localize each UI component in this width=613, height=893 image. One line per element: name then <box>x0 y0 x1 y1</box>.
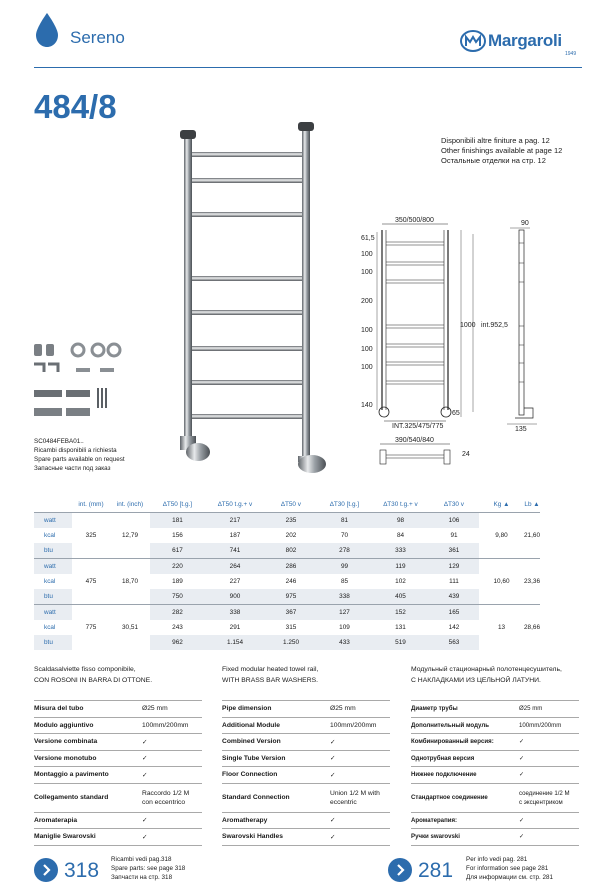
dim-spacing-5: 100 <box>361 346 373 353</box>
checkmark-icon: ✓ <box>330 734 390 751</box>
unit-watt: watt <box>34 513 72 529</box>
table-cell: 278 <box>317 543 372 559</box>
col-t50-v: ∆T50 v <box>281 501 301 508</box>
table-cell: 802 <box>265 543 317 559</box>
table-row <box>34 605 540 621</box>
unit-kcal: kcal <box>44 532 56 539</box>
cell-kg: 13 <box>479 605 524 651</box>
feature-row <box>34 767 202 784</box>
unit-kcal: kcal <box>44 578 56 585</box>
table-cell: 152 <box>372 605 429 621</box>
checkmark-icon: ✓ <box>519 812 579 829</box>
water-drop-icon <box>34 12 60 48</box>
cell-lb: 23,36 <box>524 559 540 605</box>
table-cell: 315 <box>285 624 297 631</box>
table-cell: 433 <box>317 635 372 650</box>
feature-row <box>222 767 390 784</box>
cell-int-mm: 775 <box>72 605 110 651</box>
header-divider <box>34 67 582 68</box>
table-cell: 109 <box>339 624 350 631</box>
cell-lb: 28,66 <box>524 605 540 651</box>
table-cell: 220 <box>150 559 205 575</box>
feature-value: Raccordo 1/2 M con eccentrico <box>142 783 202 812</box>
finishes-note-ru: Остальные отделки на стр. 12 <box>441 156 546 165</box>
table-cell: 361 <box>429 543 479 559</box>
unit-kcal: kcal <box>44 624 56 631</box>
checkmark-icon: ✓ <box>142 767 202 784</box>
spec-header-unit <box>34 497 72 513</box>
finishes-note <box>441 136 562 166</box>
feature-key: Floor Connection <box>222 767 330 784</box>
footer-left-ru: Запчасти на стр. 318 <box>111 874 173 881</box>
checkmark-icon: ✓ <box>142 829 202 846</box>
feature-row <box>34 717 202 734</box>
table-row <box>34 559 540 575</box>
table-cell: 202 <box>285 532 297 539</box>
checkmark-icon: ✓ <box>330 750 390 767</box>
table-cell: 439 <box>429 589 479 605</box>
description-ru-line1: Модульный стационарный полотенцесушитель, <box>411 666 562 673</box>
feature-row <box>411 734 579 751</box>
unit-watt: watt <box>34 605 72 621</box>
spare-parts-photo <box>30 338 122 428</box>
col-kg <box>479 497 524 513</box>
page-link-left-number[interactable]: 318 <box>64 859 100 882</box>
feature-row <box>222 717 390 734</box>
dim-base-width: 390/540/840 <box>395 437 434 444</box>
feature-key: Combined Version <box>222 734 330 751</box>
description-it-line1: Scaldasalviette fisso componibile, <box>34 666 136 673</box>
feature-key: Single Tube Version <box>222 750 330 767</box>
feature-row <box>222 829 390 846</box>
col-t30-v: ∆T30 v <box>444 501 464 508</box>
table-row <box>34 513 540 529</box>
table-cell: 246 <box>285 578 297 585</box>
page-link-right-number[interactable]: 281 <box>418 859 454 882</box>
unit-btu: btu <box>34 543 72 559</box>
table-cell: 98 <box>372 513 429 529</box>
dim-spacing-7: 140 <box>361 402 373 409</box>
feature-value: 100mm/200mm <box>519 717 579 734</box>
feature-key: Additional Module <box>222 717 330 734</box>
col-t30-tgv: ∆T30 t.g.+ v <box>383 501 418 508</box>
feature-key: Versione monotubo <box>34 750 142 767</box>
dim-depth-bottom: 135 <box>515 426 527 433</box>
table-cell: 102 <box>395 578 406 585</box>
product-photo <box>170 118 340 478</box>
table-cell: 84 <box>396 532 405 539</box>
feature-row <box>411 717 579 734</box>
feature-key: Swarovski Handles <box>222 829 330 846</box>
table-cell: 181 <box>150 513 205 529</box>
description-en <box>222 664 318 686</box>
table-cell: 227 <box>229 578 241 585</box>
table-cell: 291 <box>229 624 241 631</box>
table-cell: 741 <box>205 543 265 559</box>
dim-top-width-label: 350/500/800 <box>395 217 434 224</box>
description-ru-line2: С НАКЛАДКАМИ ИЗ ЦЕЛЬНОЙ ЛАТУНИ. <box>411 677 541 684</box>
spare-parts-it: Ricambi disponibili a richiesta <box>34 447 117 454</box>
description-it-line2: CON ROSONI IN BARRA DI OTTONE. <box>34 677 153 684</box>
feature-value: Union 1/2 M with eccentric <box>330 783 390 812</box>
table-cell: 235 <box>265 513 317 529</box>
table-cell: 187 <box>229 532 241 539</box>
table-cell: 975 <box>265 589 317 605</box>
footer-right-en: For information see page 281 <box>466 865 549 872</box>
feature-row <box>411 812 579 829</box>
unit-watt: watt <box>34 559 72 575</box>
table-cell: 189 <box>172 578 183 585</box>
feature-row <box>34 701 202 718</box>
cell-int-inch: 18,70 <box>110 559 150 605</box>
table-cell: 1.154 <box>205 635 265 650</box>
table-cell: 129 <box>429 559 479 575</box>
footer-left-it: Ricambi vedi pag.318 <box>111 856 172 863</box>
feature-key: Aromatherapy <box>222 812 330 829</box>
feature-row <box>34 829 202 846</box>
checkmark-icon: ✓ <box>142 734 202 751</box>
cell-kg: 9,80 <box>479 513 524 559</box>
table-cell: 405 <box>372 589 429 605</box>
checkmark-icon: ✓ <box>330 829 390 846</box>
table-cell: 617 <box>150 543 205 559</box>
technical-drawing <box>355 212 555 477</box>
brand-year: 1949 <box>565 51 577 57</box>
feature-key: Стандартное соединение <box>411 783 519 812</box>
feature-row <box>222 812 390 829</box>
table-cell: 99 <box>317 559 372 575</box>
dim-spacing-6: 100 <box>361 364 373 371</box>
cell-kg: 10,60 <box>479 559 524 605</box>
spare-parts-note <box>34 437 125 473</box>
feature-value: Ø25 mm <box>142 701 202 718</box>
feature-key: Aromaterapia <box>34 812 142 829</box>
weight-icon: ▲ <box>533 501 540 508</box>
feature-row <box>411 829 579 846</box>
feature-key: Однотрубная версия <box>411 750 519 767</box>
features-table-it <box>34 700 202 846</box>
checkmark-icon: ✓ <box>330 812 390 829</box>
table-cell: 338 <box>205 605 265 621</box>
features-table-ru <box>411 700 579 846</box>
table-cell: 962 <box>150 635 205 650</box>
feature-row <box>34 812 202 829</box>
table-cell: 106 <box>429 513 479 529</box>
feature-value: Ø25 mm <box>519 701 579 718</box>
table-cell: 519 <box>372 635 429 650</box>
feature-row <box>411 750 579 767</box>
checkmark-icon: ✓ <box>330 767 390 784</box>
dim-int-width: INT.325/475/775 <box>392 423 444 430</box>
col-kg-label: Kg <box>493 501 502 508</box>
cell-int-inch: 12,79 <box>110 513 150 559</box>
spare-parts-code: SC0484FEBA01.. <box>34 438 84 445</box>
spare-parts-en: Spare parts available on request <box>34 456 125 463</box>
unit-btu: btu <box>34 635 72 650</box>
feature-value: Ø25 mm <box>330 701 390 718</box>
feature-key: Ручки swarovski <box>411 829 519 846</box>
dim-top-offset: 61,5 <box>361 235 375 242</box>
dim-height: 1000 <box>460 322 476 329</box>
spare-parts-ru: Запасные части под заказ <box>34 465 111 472</box>
brand-logo-icon <box>460 30 486 52</box>
table-cell: 119 <box>372 559 429 575</box>
page-link-left-button[interactable] <box>34 858 58 882</box>
dim-valve: 65 <box>452 410 460 417</box>
feature-key: Standard Connection <box>222 783 330 812</box>
feature-row <box>411 767 579 784</box>
description-en-line1: Fixed modular heated towel rail, <box>222 666 319 673</box>
feature-key: Collegamento standard <box>34 783 142 812</box>
table-cell: 264 <box>205 559 265 575</box>
weight-icon: ▲ <box>503 501 510 508</box>
feature-row <box>222 734 390 751</box>
description-ru <box>411 664 562 686</box>
table-cell: 85 <box>340 578 349 585</box>
feature-row <box>34 750 202 767</box>
col-int-mm: int. (mm) <box>78 501 104 508</box>
description-it <box>34 664 152 686</box>
feature-key: Нижнее подключение <box>411 767 519 784</box>
table-cell: 367 <box>265 605 317 621</box>
table-cell: 156 <box>172 532 183 539</box>
feature-key: Дополнительный модуль <box>411 717 519 734</box>
feature-key: Pipe dimension <box>222 701 330 718</box>
series-name: Sereno <box>70 28 125 47</box>
chevron-right-icon <box>388 858 412 882</box>
table-cell: 1.250 <box>265 635 317 650</box>
col-t50-tgv: ∆T50 t.g.+ v <box>217 501 253 508</box>
dim-spacing-3: 200 <box>361 298 373 305</box>
cell-lb: 21,60 <box>524 513 540 559</box>
table-cell: 217 <box>205 513 265 529</box>
table-cell: 165 <box>429 605 479 621</box>
dim-spacing-1: 100 <box>361 251 373 258</box>
feature-row <box>222 783 390 812</box>
unit-btu: btu <box>34 589 72 605</box>
table-cell: 91 <box>450 532 458 539</box>
footer-left-note <box>111 855 185 882</box>
footer-right-ru: Для информации см. стр. 281 <box>466 874 554 881</box>
feature-key: Misura del tubo <box>34 701 142 718</box>
checkmark-icon: ✓ <box>519 829 579 846</box>
table-cell: 111 <box>449 578 459 585</box>
checkmark-icon: ✓ <box>519 767 579 784</box>
dim-base-height: 24 <box>462 451 470 458</box>
spec-table <box>34 497 540 650</box>
table-cell: 282 <box>150 605 205 621</box>
table-cell: 338 <box>317 589 372 605</box>
checkmark-icon: ✓ <box>519 734 579 751</box>
dim-depth-top: 90 <box>521 220 529 227</box>
feature-key: Комбинированный версия: <box>411 734 519 751</box>
dim-spacing-2: 100 <box>361 269 373 276</box>
checkmark-icon: ✓ <box>142 812 202 829</box>
page-title: 484/8 <box>34 88 117 125</box>
cell-int-mm: 325 <box>72 513 110 559</box>
checkmark-icon: ✓ <box>142 750 202 767</box>
feature-row <box>34 783 202 812</box>
table-cell: 131 <box>395 624 406 631</box>
table-cell: 70 <box>340 532 349 539</box>
page-link-right-button[interactable] <box>388 858 412 882</box>
feature-row <box>411 783 579 812</box>
brand-name: Margaroli <box>488 31 562 50</box>
cell-int-mm: 475 <box>72 559 110 605</box>
table-cell: 900 <box>205 589 265 605</box>
cell-int-inch: 30,51 <box>110 605 150 651</box>
description-en-line2: WITH BRASS BAR WASHERS. <box>222 677 319 684</box>
features-table-en <box>222 700 390 846</box>
footer-left-en: Spare parts: see page 318 <box>111 865 186 872</box>
feature-key: Versione combinata <box>34 734 142 751</box>
table-cell: 333 <box>372 543 429 559</box>
feature-value: 100mm/200mm <box>330 717 390 734</box>
table-cell: 142 <box>448 624 460 631</box>
finishes-note-en: Other finishings available at page 12 <box>441 146 563 155</box>
feature-key: Modulo aggiuntivo <box>34 717 142 734</box>
checkmark-icon: ✓ <box>519 750 579 767</box>
col-t30-tg: ∆T30 [t.g.] <box>329 501 360 508</box>
feature-key: Ароматерапия: <box>411 812 519 829</box>
table-cell: 286 <box>265 559 317 575</box>
feature-key: Maniglie Swarovski <box>34 829 142 846</box>
feature-key: Montaggio a pavimento <box>34 767 142 784</box>
table-cell: 563 <box>429 635 479 650</box>
table-cell: 127 <box>317 605 372 621</box>
col-t50-tg: ∆T50 [t.g.] <box>162 501 193 508</box>
feature-value: соединение 1/2 M с эксцентриком <box>519 783 579 812</box>
col-lb <box>524 497 540 513</box>
feature-value: 100mm/200mm <box>142 717 202 734</box>
finishes-note-it: Disponibili altre finiture a pag. 12 <box>441 136 550 145</box>
footer-right-note <box>466 855 553 882</box>
col-lb-label: Lb <box>524 501 532 508</box>
chevron-right-icon <box>34 858 58 882</box>
dim-spacing-4: 100 <box>361 327 373 334</box>
feature-row <box>34 734 202 751</box>
spec-header-row <box>34 497 540 513</box>
footer-right-it: Per info vedi pag. 281 <box>466 856 528 863</box>
table-cell: 750 <box>150 589 205 605</box>
feature-row <box>411 701 579 718</box>
feature-row <box>222 701 390 718</box>
feature-row <box>222 750 390 767</box>
feature-key: Диаметр трубы <box>411 701 519 718</box>
table-cell: 81 <box>317 513 372 529</box>
table-cell: 243 <box>172 624 183 631</box>
dim-int-height: int.952,5 <box>481 322 508 329</box>
col-int-inch: int. (inch) <box>116 501 144 508</box>
